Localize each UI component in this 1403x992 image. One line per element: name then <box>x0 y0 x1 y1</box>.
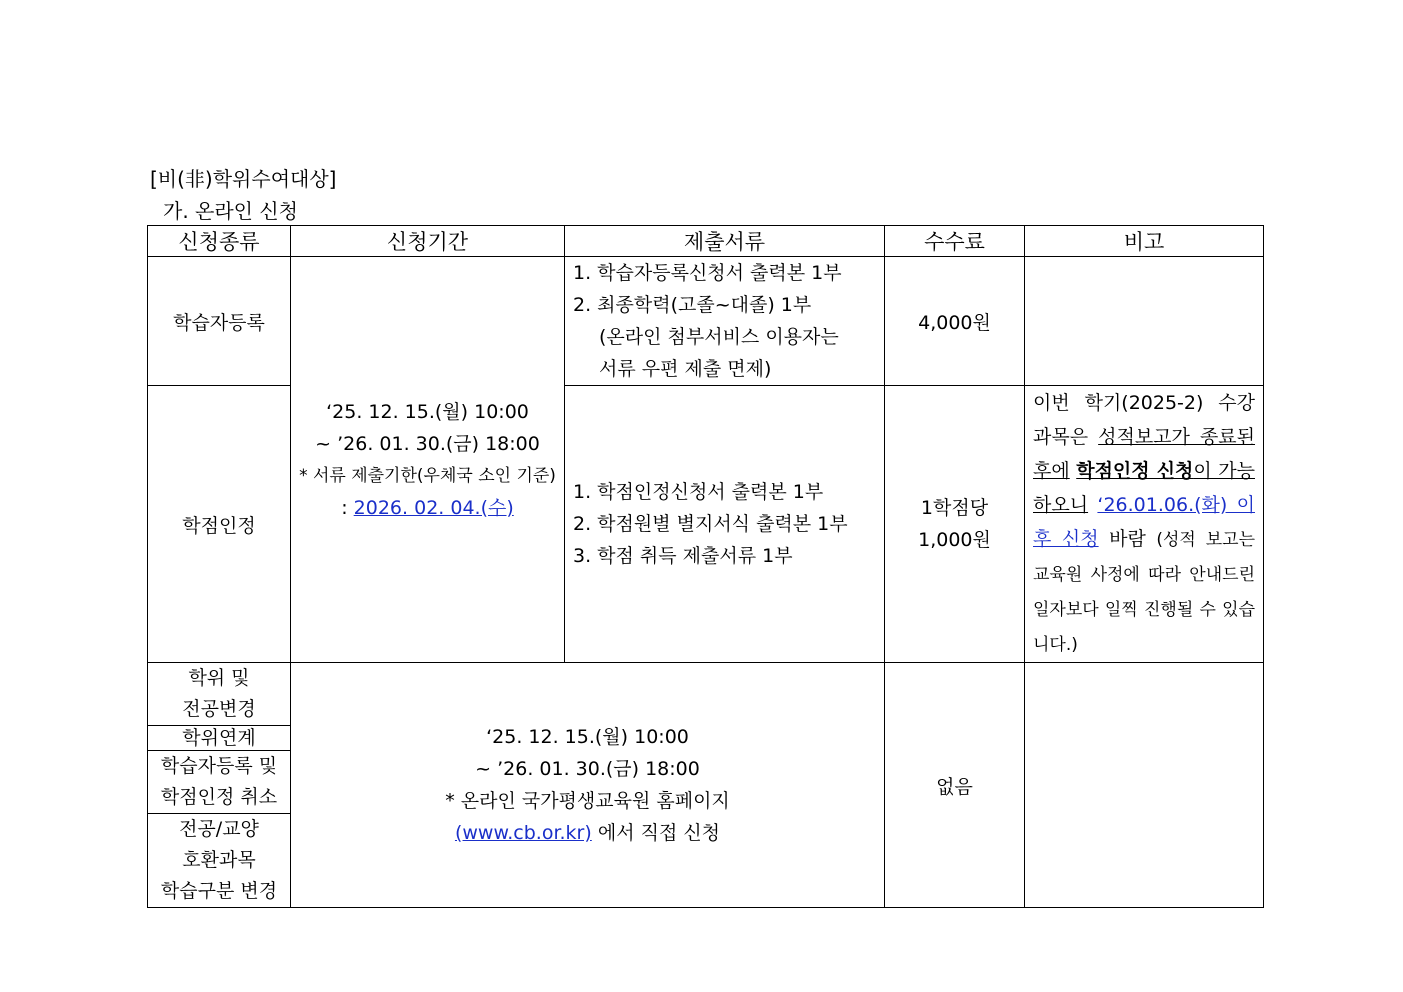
fee-learner-registration: 4,000원 <box>885 257 1025 386</box>
table-row <box>148 663 1264 908</box>
type-line: 학점인정 취소 <box>160 786 278 808</box>
doc-item: 1. 학습자등록신청서 출력본 1부 <box>573 262 842 284</box>
doc-item: 3. 학점 취득 제출서류 1부 <box>573 545 793 567</box>
type-degree-major-change <box>148 663 290 726</box>
fee-credit-recognition <box>885 386 1025 663</box>
type-degree-link: 학위연계 <box>148 726 290 751</box>
period-start: ‘25. 12. 15.(월) 10:00 <box>486 726 689 748</box>
section-title: [비(非)학위수여대상] <box>150 167 337 191</box>
deadline-line <box>291 492 564 524</box>
remark-credit-recognition <box>1025 386 1264 663</box>
type-line: 학습구분 변경 <box>160 880 278 902</box>
period-start: ‘25. 12. 15.(월) 10:00 <box>326 400 529 423</box>
doc-item: 2. 학점원별 별지서식 출력본 1부 <box>573 513 848 535</box>
doc-item: 1. 학점인정신청서 출력본 1부 <box>573 481 824 503</box>
type-line: 학습자등록 및 <box>160 755 278 777</box>
mail-deadline-note: * 서류 제출기한(우체국 소인 기준) <box>299 465 556 486</box>
type-line: 호환과목 <box>182 849 256 871</box>
type-others-cell <box>148 663 291 908</box>
type-line: 전공/교양 <box>179 818 259 840</box>
type-line: 전공변경 <box>182 698 256 720</box>
period-end: ~ ’26. 01. 30.(금) 18:00 <box>475 758 700 780</box>
homepage-suffix: 에서 직접 신청 <box>591 822 721 844</box>
remark-others <box>1025 663 1264 908</box>
type-learner-registration: 학습자등록 <box>148 257 291 386</box>
remark-text: 이번 학기(2025-2) 수강 과목은 <box>1033 392 1255 448</box>
doc-item: 2. 최종학력(고졸~대졸) 1부 <box>573 294 812 316</box>
subsection-title: 가. 온라인 신청 <box>163 199 298 223</box>
fee-others: 없음 <box>885 663 1025 908</box>
deadline-date: 2026. 02. 04.(수) <box>353 496 514 519</box>
deadline-prefix: : <box>341 496 348 519</box>
remark-text: 바람 <box>1098 528 1146 550</box>
doc-note: (온라인 첨부서비스 이용자는 <box>599 326 839 348</box>
header-remark: 비고 <box>1025 226 1264 257</box>
header-documents: 제출서류 <box>565 226 885 257</box>
fee-per-credit-amount: 1,000원 <box>918 529 991 551</box>
doc-note: 서류 우편 제출 면제) <box>599 358 772 380</box>
remark-date: ‘26.01.06.(화) 이후 신청 <box>1033 494 1255 550</box>
remark-underlined: 성적보고가 종료된 후에 <box>1033 426 1256 482</box>
table-header-row <box>148 226 1264 257</box>
remark-underlined: 이 가능하오니 <box>1033 460 1255 516</box>
header-fee: 수수료 <box>885 226 1025 257</box>
remark-bold: 학점인정 신청 <box>1076 460 1194 482</box>
type-credit-recognition: 학점인정 <box>148 386 291 663</box>
type-cancel <box>148 751 290 814</box>
period-cell-2 <box>291 663 885 908</box>
docs-learner-registration <box>565 257 885 386</box>
table-row <box>148 257 1264 386</box>
application-table <box>147 225 1264 908</box>
header-type: 신청종류 <box>148 226 291 257</box>
homepage-line <box>291 817 884 849</box>
header-period: 신청기간 <box>291 226 565 257</box>
homepage-link[interactable]: (www.cb.or.kr) <box>454 822 592 844</box>
homepage-note: * 온라인 국가평생교육원 홈페이지 <box>445 790 730 812</box>
type-course-change <box>148 814 290 907</box>
period-cell-1 <box>291 257 565 663</box>
type-line: 학위 및 <box>188 667 250 689</box>
remark-note: (성적 보고는 교육원 사정에 따라 안내드린 일자보다 일찍 진행될 수 있습니다.) <box>1033 530 1255 655</box>
docs-credit-recognition <box>565 386 885 663</box>
period-end: ~ ’26. 01. 30.(금) 18:00 <box>315 432 540 455</box>
fee-per-credit-label: 1학점당 <box>920 497 989 519</box>
remark-learner-registration <box>1025 257 1264 386</box>
